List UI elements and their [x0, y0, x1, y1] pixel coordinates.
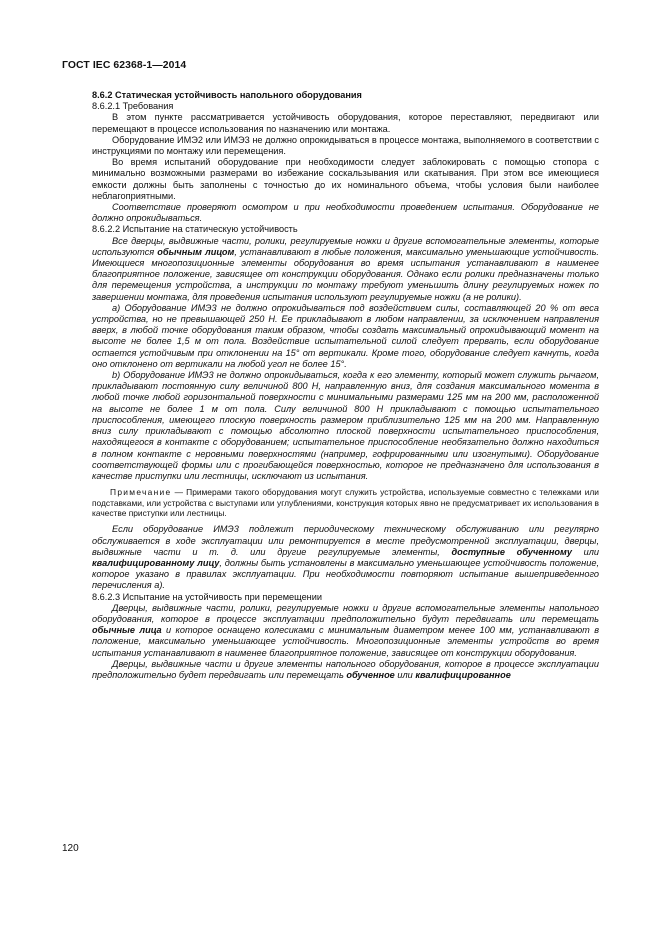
term-bold: квалифицированному лицу [92, 557, 220, 568]
compliance-paragraph: Соответствие проверяют осмотром и при необходимости проведением испытания. Оборудование не должно опрокидываться. [92, 202, 599, 224]
paragraph [92, 603, 599, 659]
paragraph: Во время испытаний оборудование при необходимости следует заблокировать с помощью стопора с минимально возможными размерами во избежание соскальзывания или скатывания. При этом все имеющиеся емкости должны быть заполнены с точностью до их номинального объема, чтобы условия были наиболее неблагоприятными. [92, 157, 599, 201]
paragraph [92, 659, 599, 681]
subsection-heading: 8.6.2.1 Требования [92, 101, 174, 112]
text-run: или [571, 546, 599, 557]
text-run: и которое оснащено колесиками с минимальным диаметром менее 100 мм, устанавливают в положение, максимально уменьшающее устойчивость. Многопозиционные элементы устройств во время испытания устанавливают в наименее благоприятное положение, зависящее от конструкции оборудования. [92, 625, 599, 658]
note-text: — Примерами такого оборудования могут служить устройства, используемые совместно с тележками или подставками, или устройства с выступами или углублениями, конструкция которых явно не предусматривает их использования в качестве приступки или лестницы. [92, 487, 599, 518]
text-run: , должны быть установлены в максимально уменьшающее устойчивость положение, которое указано в правилах эксплуатации. При необходимости повторяют испытание вышеприведенного перечисления а). [92, 557, 599, 591]
text-run: Все дверцы, выдвижные части, ролики, регулируемые ножки и другие вспомогательные элементы, которые используются [92, 235, 599, 257]
paragraph: В этом пункте рассматривается устойчивость оборудования, которое переставляют, передвигают или перемещают в процессе использования по назначению или монтажа. [92, 112, 599, 134]
term-bold: обученное [346, 669, 395, 680]
document-body [92, 90, 599, 681]
term-bold: обычные лица [92, 625, 162, 636]
text-run: или [394, 669, 416, 680]
note [92, 487, 599, 518]
section-heading: 8.6.2 Статическая устойчивость напольного оборудования [92, 90, 362, 100]
text-run: Дверцы, выдвижные части, ролики, регулируемые ножки и другие вспомогательные элементы напольного оборудования, которое в процессе эксплуатации предположительно будут передвигать или перемещать [92, 602, 599, 624]
term-bold: доступные обученному [451, 546, 572, 557]
document-header: ГОСТ IEC 62368-1—2014 [62, 60, 187, 71]
term-bold: обычным лицом [157, 246, 235, 257]
page-number: 120 [62, 843, 79, 854]
text-run: Если оборудование ИМЭ3 подлежит периодическому техническому обслуживанию или регулярно обслуживается в ходе эксплуатации или ремонтируется в месте предусмотренной эксплуатации, дверцы, выдвижные части и т. д. или другие регулируемые элементы, [92, 524, 599, 557]
paragraph: Оборудование ИМЭ2 или ИМЭ3 не должно опрокидываться в процессе монтажа, выполняемого в соответствии с инструкциями по монтажу или перемещения. [92, 134, 599, 157]
list-item-b: b) Оборудование ИМЭ3 не должно опрокидываться, когда к его элементу, который может служить рычагом, прикладывают постоянную силу величиной 800 Н, направленную вниз, для создания максимального момента в любой точке любой горизонтальной поверхности с минимальными размерами 125 мм на 200 мм, расположенной на высоте не более 1 м от пола. Силу величиной 800 Н прикладывают с помощью испытательного приспособления, имеющего плоскую поверхность размером приблизительно 125 мм на 200 мм. Направленную вниз силу прикладывают с помощью абсолютно плоской поверхности испытательного приспособления, находящегося в контакте с оборудованием; испытательное приспособление необязательно должно находиться в полном контакте с неровными поверхностями (например, гофрированными или изогнутыми). Оборудование соответствующей формы или с прогибающейся поверхностью, которое не предназначено для использования в качестве приступки или лестницы, исключают из испытания. [92, 370, 599, 481]
text-run: , устанавливают в любые положения, максимально уменьшающие устойчивость. Имеющиеся многопозиционные элементы оборудования во время испытания устанавливают в наименее благоприятное положение, зависящее от конструкции оборудования. Однако если ролики предназначены только для перемещения устройства, а инструкции по монтажу требуют уменьшить длину регулируемых ножек по завершении монтажа, для проведения испытания используют регулируемые ножки (а не ролики). [92, 246, 599, 302]
paragraph [92, 236, 599, 303]
term-bold: квалифицированное [415, 669, 511, 680]
paragraph [92, 524, 599, 591]
list-item-a: a) Оборудование ИМЭ3 не должно опрокидываться под воздействием силы, составляющей 20 % от веса устройства, но не превышающей 250 Н. Ее прикладывают в любом направлении, за исключением направления вверх, в любой точке оборудования таким образом, чтобы создать максимальный опрокидывающий момент на высоте не более 1,5 м от пола. Воздействие испытательной силой следует прервать, если оборудование остается устойчивым при отклонении на 15° от вертикали. Кроме того, оборудование следует качнуть, когда оно отклонено от вертикали на любой угол не более 15°. [92, 302, 599, 369]
text-run: Дверцы, выдвижные части и другие элементы напольного оборудования, которое в процессе эксплуатации предположительно будет передвигать или перемещать [92, 658, 599, 680]
subsection-heading: 8.6.2.2 Испытание на статическую устойчивость [92, 224, 298, 235]
subsection-heading: 8.6.2.3 Испытание на устойчивость при перемещении [92, 591, 323, 602]
note-label: Примечание [110, 487, 172, 498]
